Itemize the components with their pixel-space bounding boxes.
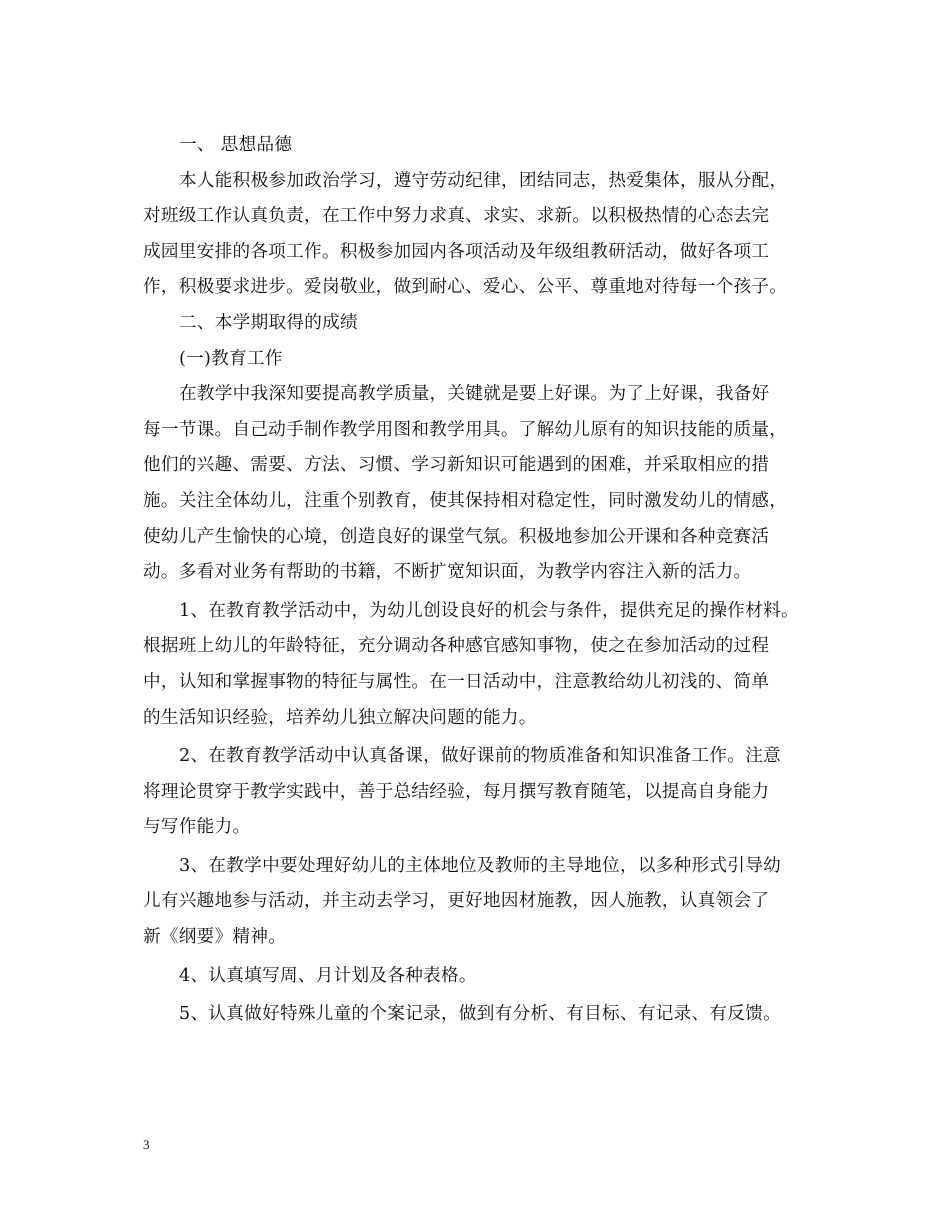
- paragraph-line: 对班级工作认真负责，在工作中努力求真、求实、求新。以积极热情的心态去完: [143, 206, 770, 227]
- list-item-2: 2、在教育教学活动中认真备课，做好课前的物质准备和知识准备工作。注意: [179, 746, 781, 767]
- paragraph-line: 根据班上幼儿的年龄特征，充分调动各种感官感知事物，使之在参加活动的过程: [143, 636, 770, 657]
- list-item-1: 1、在教育教学活动中，为幼儿创设良好的机会与条件，提供充足的操作材料。: [179, 600, 799, 621]
- paragraph-line: 使幼儿产生愉快的心境，创造良好的课堂气氛。积极地参加公开课和各种竞赛活: [143, 526, 770, 547]
- paragraph-line: 每一节课。自己动手制作教学用图和教学用具。了解幼儿原有的知识技能的质量，: [143, 419, 788, 440]
- subsection-heading-education: (一)教育工作: [179, 348, 283, 369]
- paragraph-line: 与写作能力。: [143, 817, 251, 838]
- paragraph-line: 作，积极要求进步。爱岗敬业，做到耐心、爱心、公平、尊重地对待每一个孩子。: [143, 277, 788, 298]
- paragraph-line: 新《纲要》精神。: [143, 927, 287, 948]
- page-number: 3: [143, 1137, 150, 1152]
- paragraph-line: 他们的兴趣、需要、方法、习惯、学习新知识可能遇到的困难，并采取相应的措: [143, 455, 770, 476]
- document-body: [143, 128, 811, 1033]
- section-heading-achievements: 二、本学期取得的成绩: [179, 312, 358, 333]
- section-heading-moral: 一、 思想品德: [179, 135, 293, 155]
- paragraph-line: 在教学中我深知要提高教学质量，关键就是要上好课。为了上好课，我备好: [179, 384, 770, 405]
- paragraph-line: 成园里安排的各项工作。积极参加园内各项活动及年级组教研活动，做好各项工: [143, 241, 770, 262]
- paragraph-line: 本人能积极参加政治学习，遵守劳动纪律，团结同志，热爱集体，服从分配，: [179, 170, 788, 191]
- list-item-4: 4、认真填写周、月计划及各种表格。: [179, 965, 477, 986]
- paragraph-line: 的生活知识经验，培养幼儿独立解决问题的能力。: [143, 707, 537, 728]
- paragraph-line: 动。多看对业务有帮助的书籍，不断扩宽知识面，为教学内容注入新的活力。: [143, 562, 752, 583]
- paragraph-line: 中，认知和掌握事物的特征与属性。在一日活动中，注意教给幼儿初浅的、简单: [143, 671, 770, 692]
- paragraph-line: 儿有兴趣地参与活动，并主动去学习，更好地因材施教，因人施教，认真领会了: [143, 891, 770, 912]
- paragraph-line: 将理论贯穿于教学实践中，善于总结经验，每月撰写教育随笔，以提高自身能力: [143, 781, 770, 802]
- list-item-3: 3、在教学中要处理好幼儿的主体地位及教师的主导地位，以多种形式引导幼: [179, 855, 781, 876]
- list-item-5: 5、认真做好特殊儿童的个案记录，做到有分析、有目标、有记录、有反馈。: [179, 1004, 781, 1025]
- paragraph-line: 施。关注全体幼儿，注重个别教育，使其保持相对稳定性，同时激发幼儿的情感，: [143, 490, 788, 511]
